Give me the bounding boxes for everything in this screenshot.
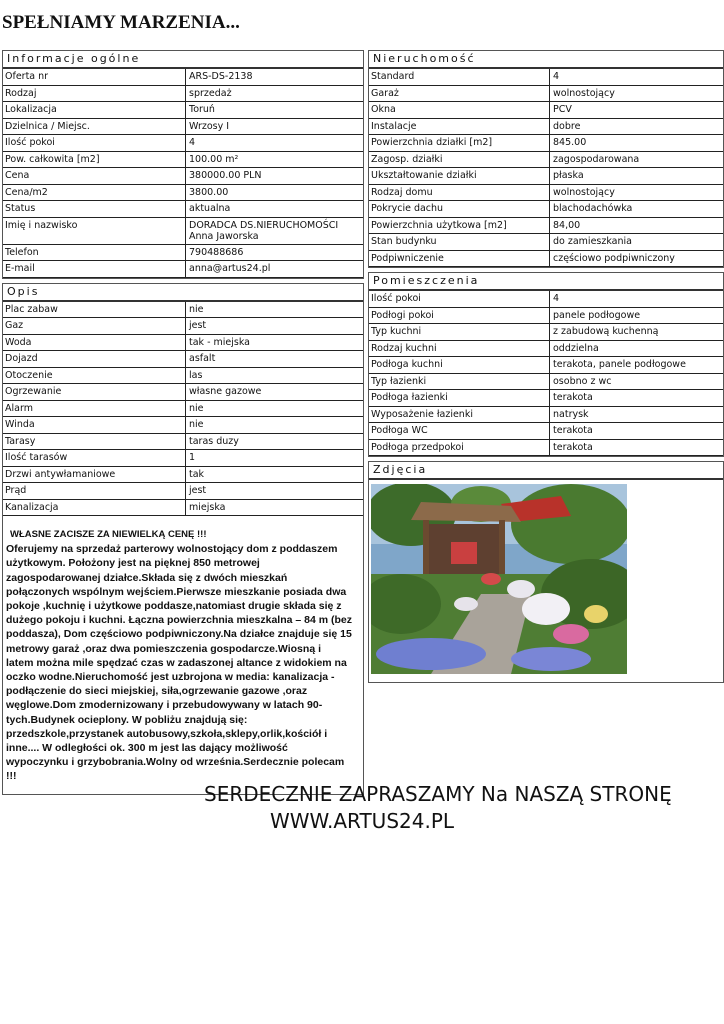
rooms-row (369, 407, 723, 424)
general-row (3, 201, 363, 218)
field-value: terakota (553, 441, 593, 453)
field-value: Toruń (189, 104, 215, 115)
general-row (3, 218, 363, 245)
field-value: terakota, panele podłogowe (553, 359, 686, 370)
field-value: jest (189, 485, 207, 496)
field-value: 380000.00 PLN (189, 170, 262, 181)
property-row (369, 152, 723, 169)
footer-website-link[interactable]: WWW.ARTUS24.PL (269, 809, 455, 833)
opis-row (3, 500, 363, 517)
field-value: jest (189, 320, 207, 331)
field-label: Wyposażenie łazienki (369, 407, 550, 423)
field-value: częściowo podpiwniczony (553, 252, 675, 264)
field-label: Drzwi antywłamaniowe (3, 467, 186, 483)
field-label: Garaż (369, 86, 550, 102)
rooms-row (369, 440, 723, 457)
general-row (3, 168, 363, 185)
property-row (369, 201, 723, 218)
description-section (2, 283, 364, 795)
field-value: 4 (189, 137, 196, 148)
rooms-section (368, 272, 724, 457)
opis-row (3, 467, 363, 484)
property-row (369, 185, 723, 202)
property-row (369, 251, 723, 268)
rooms-row (369, 324, 723, 341)
photos-heading: Zdjęcia (369, 462, 723, 480)
page-title: SPEŁNIAMY MARZENIA... (2, 12, 240, 33)
rooms-row (369, 308, 723, 325)
field-label: Rodzaj domu (369, 185, 550, 201)
rooms-row (369, 291, 723, 308)
field-label: Podpiwniczenie (369, 251, 550, 267)
field-value: do zamieszkania (553, 236, 632, 247)
field-value: tak (189, 468, 205, 480)
field-label: Oferta nr (3, 69, 186, 85)
field-label: Ilość pokoi (369, 291, 550, 307)
rooms-heading: Pomieszczenia (369, 273, 723, 291)
field-label: Instalacje (369, 119, 550, 135)
photos-section (368, 461, 724, 683)
field-value: osobno z wc (553, 375, 612, 387)
field-value: płaska (553, 170, 584, 181)
field-label: Podłoga kuchni (369, 357, 550, 373)
opis-row (3, 417, 363, 434)
field-label: Woda (3, 335, 186, 351)
field-value: blachodachówka (553, 203, 633, 214)
rooms-row (369, 423, 723, 440)
field-value: aktualna (189, 203, 231, 214)
general-row (3, 119, 363, 136)
left-column (2, 50, 364, 799)
field-value: nie (189, 402, 204, 414)
property-row (369, 119, 723, 136)
field-value: las (189, 369, 203, 381)
field-label: Otoczenie (3, 368, 186, 384)
field-value: natrysk (553, 408, 589, 420)
field-value: własne gazowe (189, 386, 262, 397)
field-label: Cena/m2 (3, 185, 186, 201)
field-value: terakota (553, 392, 593, 403)
field-label: Pokrycie dachu (369, 201, 550, 217)
field-value: 845.00 (553, 137, 587, 148)
field-value: asfalt (189, 353, 216, 364)
field-value: 3800.00 (189, 186, 229, 198)
field-value: anna@artus24.pl (189, 263, 271, 274)
field-value: ARS-DS-2138 (189, 71, 253, 82)
opis-row (3, 302, 363, 319)
field-label: Alarm (3, 401, 186, 417)
right-column (368, 50, 724, 687)
field-label: Plac zabaw (3, 302, 186, 318)
field-label: Cena (3, 168, 186, 184)
field-value: 4 (553, 293, 560, 304)
property-heading: Nieruchomość (369, 51, 723, 69)
field-value: 790488686 (189, 246, 244, 258)
opis-row (3, 483, 363, 500)
property-row (369, 102, 723, 119)
field-label: Ukształtowanie działki (369, 168, 550, 184)
field-value: zagospodarowana (553, 153, 640, 165)
field-value: 1 (189, 452, 196, 463)
property-row (369, 234, 723, 251)
field-value: DORADCA DS.NIERUCHOMOŚCI Anna Jaworska (189, 219, 339, 242)
field-label: Winda (3, 417, 186, 433)
opis-row (3, 351, 363, 368)
field-label: Prąd (3, 483, 186, 499)
field-value: 4 (553, 71, 560, 82)
field-label: Typ kuchni (369, 324, 550, 340)
field-label: Podłogi pokoi (369, 308, 550, 324)
field-label: Rodzaj kuchni (369, 341, 550, 357)
field-label: Powierzchnia użytkowa [m2] (369, 218, 550, 234)
field-label: Rodzaj (3, 86, 186, 102)
field-label: Standard (369, 69, 550, 85)
opis-row (3, 335, 363, 352)
field-value: z zabudową kuchenną (553, 326, 659, 337)
field-label: Zagosp. działki (369, 152, 550, 168)
general-row (3, 185, 363, 202)
field-value: Wrzosy I (189, 120, 230, 132)
description-text-block (3, 516, 363, 794)
opis-row (3, 434, 363, 451)
field-label: Podłoga przedpokoi (369, 440, 550, 456)
field-value: nie (189, 303, 204, 315)
property-row (369, 69, 723, 86)
description-headline: WŁASNE ZACISZE ZA NIEWIELKĄ CENĘ !!! (10, 529, 207, 540)
field-label: Okna (369, 102, 550, 118)
rooms-row (369, 390, 723, 407)
general-row (3, 245, 363, 262)
field-value: miejska (189, 501, 226, 513)
field-label: Gaz (3, 318, 186, 334)
property-section (368, 50, 724, 268)
field-value: oddzielna (553, 342, 599, 354)
field-value: nie (189, 419, 204, 430)
description-body: Oferujemy na sprzedaż parterowy wolnostojący dom z poddaszem użytkowym. Położony jest na pięknej 850 metrowej zagospodarowanej działce.Składa się z dwóch mieszkań połączonych wspólnym wejściem.Pierwsze mieszkanie posiada dwa pokoje ,kuchnię i użytkowe poddasze,natomiast drugie składa się z dużego pokoju i kuchni. Łączna powierzchnia mieszkalna – 84 m (bez poddasza), Dom częściowo podpiwniczony.Na działce znajduje się 15 metrowy garaż ,oraz dwa pomieszczenia gospodarcze.Wiosną i latem można mile spędzać czas w zadaszonej altance z widokiem na oczko wodne.Nieruchomość jest uzbrojona w media: kanalizacja - podłączenie do sieci miejskiej, siła,ogrzewanie gazowe ,oraz węglowe.Dom zmodernizowany i przebudowywany w latach 90- tych.Budynek ocieplony. W pobliżu znajdują się: przedszkole,przystanek autobusowy,szkoła,sklepy,orlik,kościół i inne.... W odległości ok. 300 m jest las dający możliwość wypoczynku i grzybobrania.Wolny od września.Serdecznie polecam !!! (6, 543, 352, 783)
field-label: Stan budynku (369, 234, 550, 250)
rooms-row (369, 374, 723, 391)
opis-row (3, 401, 363, 418)
footer-invitation: SERDECZNIE ZAPRASZAMY Na NASZĄ STRONĘ (204, 782, 672, 806)
field-value: 100.00 m² (189, 153, 239, 165)
field-value: terakota (553, 425, 593, 436)
property-row (369, 86, 723, 103)
field-label: Podłoga WC (369, 423, 550, 439)
field-label: Podłoga łazienki (369, 390, 550, 406)
photo-container (369, 480, 723, 682)
garden-photo[interactable] (371, 484, 627, 674)
description-heading: Opis (3, 284, 363, 302)
field-label: Kanalizacja (3, 500, 186, 516)
field-value: taras duzy (189, 435, 239, 447)
general-info-section (2, 50, 364, 279)
opis-row (3, 368, 363, 385)
opis-row (3, 384, 363, 401)
field-label: Telefon (3, 245, 186, 261)
field-label: Lokalizacja (3, 102, 186, 118)
general-row (3, 135, 363, 152)
general-row (3, 261, 363, 278)
general-row (3, 69, 363, 86)
field-value: wolnostojący (553, 186, 615, 198)
field-label: Tarasy (3, 434, 186, 450)
field-value: wolnostojący (553, 87, 615, 99)
rooms-row (369, 341, 723, 358)
general-row (3, 86, 363, 103)
field-label: Powierzchnia działki [m2] (369, 135, 550, 151)
opis-row (3, 450, 363, 467)
field-value: 84,00 (553, 219, 581, 231)
field-label: Dzielnica / Miejsc. (3, 119, 186, 135)
field-label: Dojazd (3, 351, 186, 367)
general-row (3, 152, 363, 169)
field-value: panele podłogowe (553, 309, 641, 321)
field-label: Typ łazienki (369, 374, 550, 390)
field-label: Pow. całkowita [m2] (3, 152, 186, 168)
field-label: Ogrzewanie (3, 384, 186, 400)
field-value: tak - miejska (189, 336, 250, 348)
property-row (369, 218, 723, 235)
field-value: PCV (553, 104, 572, 115)
field-value: dobre (553, 120, 581, 132)
field-label: Status (3, 201, 186, 217)
property-row (369, 168, 723, 185)
property-row (369, 135, 723, 152)
field-value: sprzedaż (189, 87, 232, 99)
field-label: E-mail (3, 261, 186, 277)
field-label: Ilość tarasów (3, 450, 186, 466)
opis-row (3, 318, 363, 335)
rooms-row (369, 357, 723, 374)
field-label: Ilość pokoi (3, 135, 186, 151)
field-label: Imię i nazwisko (3, 218, 186, 244)
general-info-heading: Informacje ogólne (3, 51, 363, 69)
general-row (3, 102, 363, 119)
